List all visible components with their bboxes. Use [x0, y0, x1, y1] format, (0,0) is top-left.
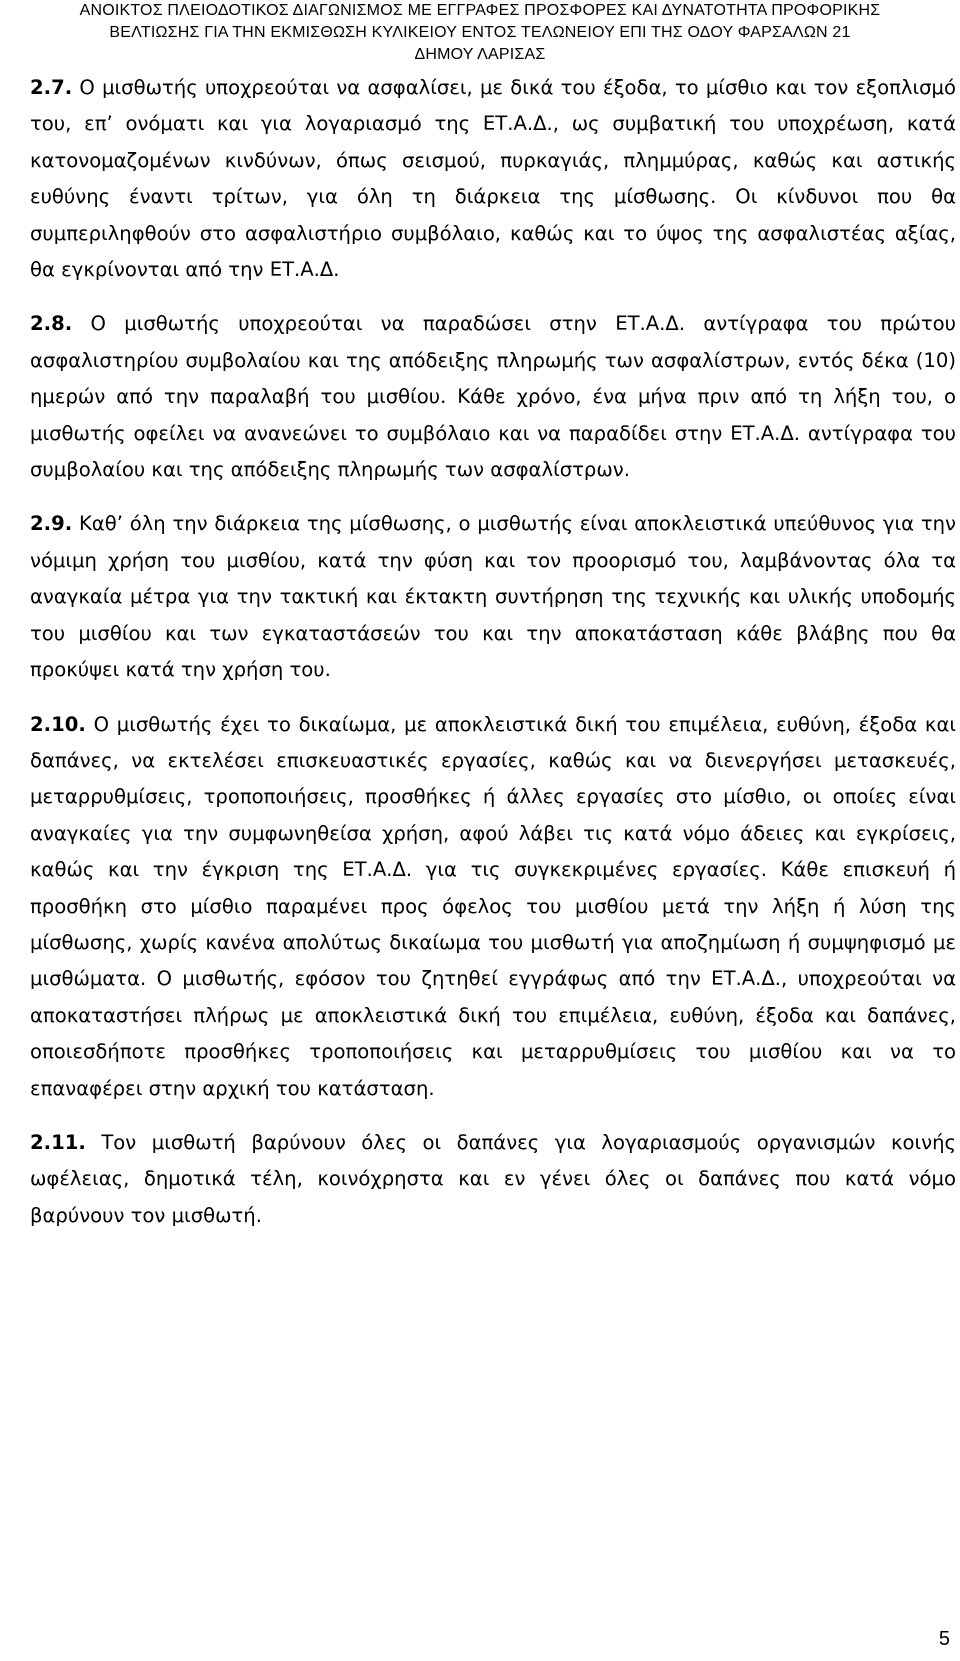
document-header [0, 0, 960, 66]
clause-text: Τον μισθωτή βαρύνουν όλες οι δαπάνες για λογαριασμούς οργανισμών κοινής ωφέλειας, δημοτικά τέλη, κοινόχρηστα και εν γένει όλες οι δαπάνες που κατά νόμο βαρύνουν τον μισθωτή. [30, 1130, 956, 1227]
clause-2-11 [30, 1125, 956, 1234]
clause-2-8 [30, 306, 956, 488]
clause-number: 2.9. [30, 512, 73, 536]
clause-text: Ο μισθωτής υποχρεούται να παραδώσει στην ΕΤ.Α.Δ. αντίγραφα του πρώτου ασφαλιστηρίου συμβολαίου και της απόδειξης πληρωμής των ασφαλίστρων, εντός δέκα (10) ημερών από την παραλαβή του μισθίου. Κάθε χρόνο, ένα μήνα πριν από τη λήξη του, ο μισθωτής οφείλει να ανανεώνει το συμβόλαιο και να παραδίδει στην ΕΤ.Α.Δ. αντίγραφα του συμβολαίου και της απόδειξης πληρωμής των ασφαλίστρων. [30, 312, 956, 482]
clause-2-7 [30, 70, 956, 288]
page-number: 5 [938, 1628, 950, 1650]
clause-text: Ο μισθωτής υποχρεούται να ασφαλίσει, με δικά του έξοδα, το μίσθιο και τον εξοπλισμό του, επ’ ονόματι και για λογαριασμό της ΕΤ.Α.Δ., ως συμβατική του υποχρέωση, κατά κατονομαζομένων κινδύνων, όπως σεισμού, πυρκαγιάς, πλημμύρας, καθώς και αστικής ευθύνης έναντι τρίτων, για όλη τη διάρκεια της μίσθωσης. Οι κίνδυνοι που θα συμπεριληφθούν στο ασφαλιστήριο συμβόλαιο, καθώς και το ύψος της ασφαλιστέας αξίας, θα εγκρίνονται από την ΕΤ.Α.Δ. [30, 76, 956, 282]
clause-number: 2.10. [30, 712, 86, 736]
header-line-1: ΑΝΟΙΚΤΟΣ ΠΛΕΙΟΔΟΤΙΚΟΣ ΔΙΑΓΩΝΙΣΜΟΣ ΜΕ ΕΓΓΡΑΦΕΣ ΠΡΟΣΦΟΡΕΣ ΚΑΙ ΔΥΝΑΤΟΤΗΤΑ ΠΡΟΦΟΡΙΚΗΣ [79, 2, 881, 19]
clause-number: 2.11. [30, 1130, 86, 1154]
header-line-3: ΔΗΜΟΥ ΛΑΡΙΣΑΣ [414, 46, 546, 63]
clause-number: 2.7. [30, 76, 73, 99]
clause-2-9 [30, 506, 956, 688]
clause-number: 2.8. [30, 312, 73, 336]
clause-text: Καθ’ όλη την διάρκεια της μίσθωσης, ο μισθωτής είναι αποκλειστικά υπεύθυνος για την νόμιμη χρήση του μισθίου, κατά την φύση και τον προορισμό του, λαμβάνοντας όλα τα αναγκαία μέτρα για την τακτική και έκτακτη συντήρηση της τεχνικής και υλικής υποδομής του μισθίου και των εγκαταστάσεών του και την αποκατάσταση κάθε βλάβης που θα προκύψει κατά την χρήση του. [30, 512, 957, 682]
clause-text: Ο μισθωτής έχει το δικαίωμα, με αποκλειστικά δική του επιμέλεια, ευθύνη, έξοδα και δαπάνες, να εκτελέσει επισκευαστικές εργασίες, καθώς και να διενεργήσει μετασκευές, μεταρρυθμίσεις, τροποποιήσεις, προσθήκες ή άλλες εργασίες στο μίσθιο, οι οποίες είναι αναγκαίες για την συμφωνηθείσα χρήση, αφού λάβει τις κατά νόμο άδειες και εγκρίσεις, καθώς και την έγκριση της ΕΤ.Α.Δ. για τις συγκεκριμένες εργασίες. Κάθε επισκευή ή προσθήκη στο μίσθιο παραμένει προς όφελος του μισθίου μετά την λήξη ή λύση της μίσθωσης, χωρίς κανένα απολύτως δικαίωμα του μισθωτή για αποζημίωση ή συμψηφισμό με μισθώματα. Ο μισθωτής, εφόσον του ζητηθεί εγγράφως από την ΕΤ.Α.Δ., υποχρεούται να αποκαταστήσει πλήρως με αποκλειστικά δική του επιμέλεια, ευθύνη, έξοδα και δαπάνες, οποιεσδήποτε προσθήκες τροποποιήσεις και μεταρρυθμίσεις του μισθίου και να το επαναφέρει στην αρχική του κατάσταση. [30, 712, 957, 1100]
clause-2-10 [30, 707, 956, 1107]
document-body [30, 70, 956, 1252]
header-line-2: ΒΕΛΤΙΩΣΗΣ ΓΙΑ ΤΗΝ ΕΚΜΙΣΘΩΣΗ ΚΥΛΙΚΕΙΟΥ ΕΝΤΟΣ ΤΕΛΩΝΕΙΟΥ ΕΠΙ ΤΗΣ ΟΔΟΥ ΦΑΡΣΑΛΩΝ 21 [109, 24, 851, 41]
